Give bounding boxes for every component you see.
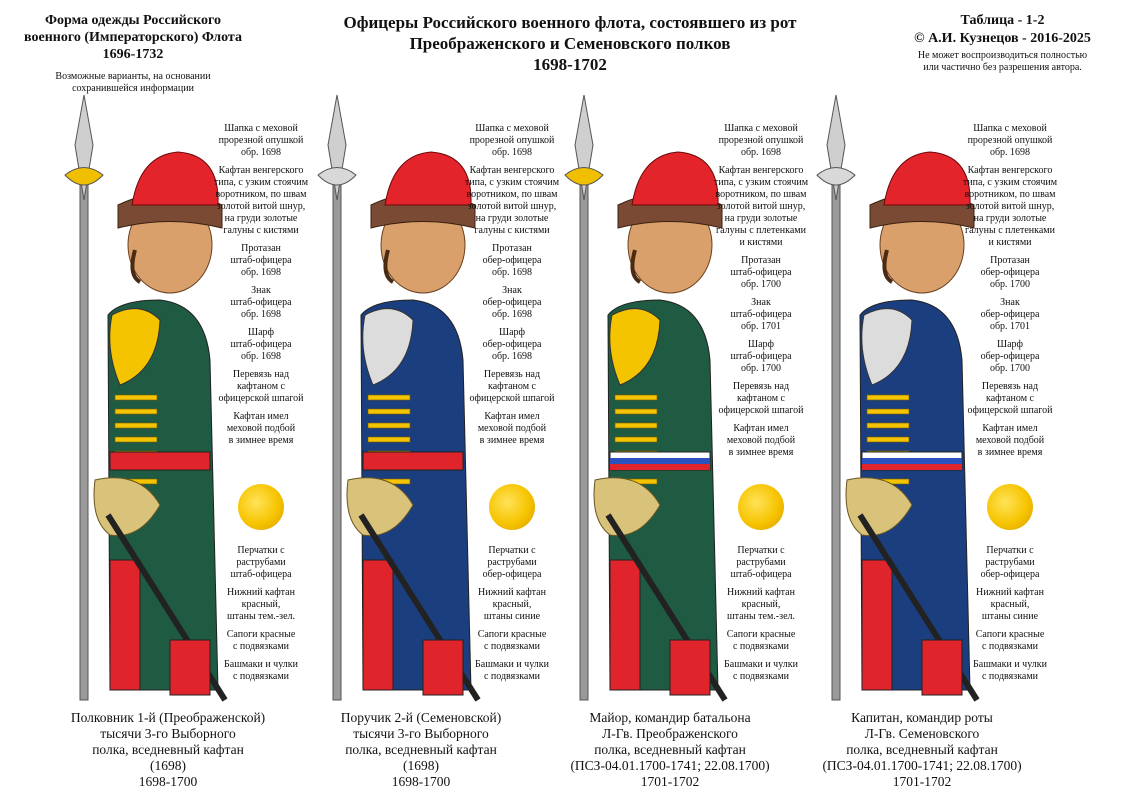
series-title: Форма одежды Российского военного (Императорского) Флота 1696-1732 bbox=[24, 13, 242, 62]
button-color-swatch bbox=[238, 484, 284, 530]
page-title: Офицеры Российского военного флота, состоявшего из рот Преображенского и Семеновского полков 1698-1702 bbox=[343, 13, 797, 74]
under-kaftan bbox=[610, 560, 640, 690]
gold-braid bbox=[115, 423, 157, 428]
halberd-ornament bbox=[65, 168, 103, 186]
note-block: Кафтан венгерского типа, с узким стоячим воротником, по швам золотой витой шнур, на груди золотые галуны с кистями bbox=[213, 165, 309, 236]
gold-braid bbox=[615, 437, 657, 442]
note-block: Кафтан имел меховой подбой в зимнее время bbox=[226, 411, 296, 446]
note-block: Перевязь над кафтаном с офицерской шпагой bbox=[967, 381, 1053, 416]
note-block: Кафтан венгерского типа, с узким стоячим воротником, по швам золотой витой шнур, на груди золотые галуны с плетенками и кистями bbox=[713, 165, 809, 248]
officer-figure bbox=[817, 95, 977, 700]
button-color-swatch bbox=[489, 484, 535, 530]
note-block: Перевязь над кафтаном с офицерской шпагой bbox=[218, 369, 304, 404]
note-block: Сапоги красные с подвязками bbox=[477, 629, 547, 652]
note-block: Шапка с меховой прорезной опушкой обр. 1698 bbox=[718, 123, 804, 158]
note-block: Протазан обер-офицера обр. 1700 bbox=[980, 255, 1040, 290]
note-block: Кафтан венгерского типа, с узким стоячим воротником, по швам золотой витой шнур, на груди золотые галуны с плетенками и кистями bbox=[962, 165, 1058, 248]
note-block: Перевязь над кафтаном с офицерской шпагой bbox=[469, 369, 555, 404]
gold-braid bbox=[867, 395, 909, 400]
note-block: Шапка с меховой прорезной опушкой обр. 1698 bbox=[469, 123, 555, 158]
gold-braid bbox=[368, 395, 410, 400]
table-label: Таблица - 1-2 bbox=[960, 13, 1045, 28]
officer-figure bbox=[565, 95, 725, 700]
note-block: Шапка с меховой прорезной опушкой обр. 1698 bbox=[967, 123, 1053, 158]
note-block: Шарф обер-офицера обр. 1700 bbox=[980, 339, 1040, 374]
note-block: Знак обер-офицера обр. 1701 bbox=[980, 297, 1040, 332]
note-block: Нижний кафтан красный, штаны тем.-зел. bbox=[726, 587, 796, 622]
gold-braid bbox=[115, 409, 157, 414]
halberd-ornament bbox=[817, 168, 855, 186]
note-block: Башмаки и чулки с подвязками bbox=[973, 659, 1047, 682]
figure-caption: Майор, командир батальона Л-Гв. Преображенского полка, вседневный кафтан (ПСЗ-04.01.1700-1741; 22.08.1700) 1701-1702 bbox=[570, 710, 770, 789]
notes-bottom bbox=[457, 545, 567, 689]
notes-top bbox=[706, 123, 816, 465]
note-block: Шапка с меховой прорезной опушкой обр. 1698 bbox=[218, 123, 304, 158]
gold-braid bbox=[615, 409, 657, 414]
gold-braid bbox=[867, 437, 909, 442]
author-credit: © А.И. Кузнецов - 2016-2025 bbox=[914, 31, 1091, 46]
note-block: Перчатки с раструбами штаб-офицера bbox=[730, 545, 792, 580]
figure-caption: Капитан, командир роты Л-Гв. Семеновского полка, вседневный кафтан (ПСЗ-04.01.1700-1741; 22.08.1700) 1701-1702 bbox=[822, 710, 1022, 789]
halberd-ornament bbox=[318, 168, 356, 186]
notes-bottom bbox=[706, 545, 816, 689]
gold-braid bbox=[615, 423, 657, 428]
halberd-shaft bbox=[80, 180, 88, 700]
note-block: Кафтан имел меховой подбой в зимнее время bbox=[477, 411, 547, 446]
note-block: Перчатки с раструбами обер-офицера bbox=[482, 545, 542, 580]
notes-bottom bbox=[955, 545, 1065, 689]
sash-stripe bbox=[610, 464, 710, 470]
boots bbox=[170, 640, 210, 695]
gold-braid bbox=[115, 437, 157, 442]
note-block: Нижний кафтан красный, штаны синие bbox=[478, 587, 546, 622]
sash-stripe bbox=[862, 464, 962, 470]
note-block: Перевязь над кафтаном с офицерской шпагой bbox=[718, 381, 804, 416]
boots bbox=[670, 640, 710, 695]
note-block: Башмаки и чулки с подвязками bbox=[724, 659, 798, 682]
officer-sash bbox=[110, 452, 210, 470]
note-block: Знак штаб-офицера обр. 1701 bbox=[730, 297, 792, 332]
gold-braid bbox=[368, 437, 410, 442]
notes-top bbox=[457, 123, 567, 453]
figure-caption: Поручик 2-й (Семеновской) тысячи 3-го Выборного полка, вседневный кафтан (1698) 1698-1700 bbox=[340, 710, 502, 789]
button-color-swatch bbox=[738, 484, 784, 530]
notes-bottom bbox=[206, 545, 316, 689]
note-block: Протазан штаб-офицера обр. 1698 bbox=[230, 243, 292, 278]
series-note: Возможные варианты, на основании сохранившейся информации bbox=[55, 71, 211, 94]
note-block: Шарф обер-офицера обр. 1698 bbox=[482, 327, 542, 362]
note-block: Башмаки и чулки с подвязками bbox=[475, 659, 549, 682]
figure-caption: Полковник 1-й (Преображенской) тысячи 3-го Выборного полка, вседневный кафтан (1698) 1698-1700 bbox=[70, 710, 266, 789]
note-block: Кафтан имел меховой подбой в зимнее время bbox=[975, 423, 1045, 458]
copyright-note: Не может воспроизводиться полностью или частично без разрешения автора. bbox=[917, 50, 1088, 73]
gold-braid bbox=[615, 395, 657, 400]
officer-figure bbox=[318, 95, 478, 700]
note-block: Протазан обер-офицера обр. 1698 bbox=[482, 243, 542, 278]
note-block: Протазан штаб-офицера обр. 1700 bbox=[730, 255, 792, 290]
note-block: Шарф штаб-офицера обр. 1700 bbox=[730, 339, 792, 374]
notes-top bbox=[206, 123, 316, 453]
note-block: Знак штаб-офицера обр. 1698 bbox=[230, 285, 292, 320]
halberd-ornament bbox=[565, 168, 603, 186]
gold-braid bbox=[867, 423, 909, 428]
note-block: Сапоги красные с подвязками bbox=[975, 629, 1045, 652]
under-kaftan bbox=[110, 560, 140, 690]
note-block: Нижний кафтан красный, штаны тем.-зел. bbox=[226, 587, 296, 622]
notes-top bbox=[955, 123, 1065, 465]
note-block: Сапоги красные с подвязками bbox=[726, 629, 796, 652]
note-block: Знак обер-офицера обр. 1698 bbox=[482, 285, 542, 320]
gold-braid bbox=[115, 395, 157, 400]
gold-braid bbox=[867, 409, 909, 414]
under-kaftan bbox=[862, 560, 892, 690]
gold-braid bbox=[368, 423, 410, 428]
halberd-shaft bbox=[580, 180, 588, 700]
halberd-shaft bbox=[333, 180, 341, 700]
note-block: Сапоги красные с подвязками bbox=[226, 629, 296, 652]
officer-figure bbox=[65, 95, 225, 700]
note-block: Перчатки с раструбами штаб-офицера bbox=[230, 545, 292, 580]
button-color-swatch bbox=[987, 484, 1033, 530]
halberd-shaft bbox=[832, 180, 840, 700]
gold-braid bbox=[368, 409, 410, 414]
note-block: Башмаки и чулки с подвязками bbox=[224, 659, 298, 682]
under-kaftan bbox=[363, 560, 393, 690]
note-block: Нижний кафтан красный, штаны синие bbox=[976, 587, 1044, 622]
sash-stripe bbox=[862, 458, 962, 464]
note-block: Кафтан венгерского типа, с узким стоячим воротником, по швам золотой витой шнур, на груди золотые галуны с кистями bbox=[464, 165, 560, 236]
sash-stripe bbox=[610, 458, 710, 464]
officer-sash bbox=[363, 452, 463, 470]
note-block: Перчатки с раструбами обер-офицера bbox=[980, 545, 1040, 580]
note-block: Кафтан имел меховой подбой в зимнее время bbox=[726, 423, 796, 458]
note-block: Шарф штаб-офицера обр. 1698 bbox=[230, 327, 292, 362]
